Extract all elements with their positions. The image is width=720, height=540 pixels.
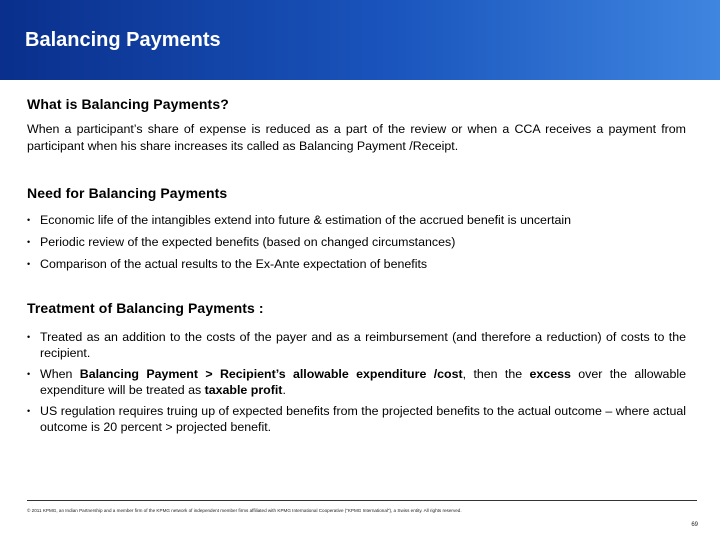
list-item-text: Treated as an addition to the costs of the payer and as a reimbursement (and therefore a reduction) of costs to the recipient. bbox=[40, 330, 686, 360]
section-heading-treatment: Treatment of Balancing Payments : bbox=[27, 300, 264, 316]
section-heading-need: Need for Balancing Payments bbox=[27, 185, 228, 201]
definition-paragraph: When a participant’s share of expense is reduced as a part of the review or when a CCA receives a payment from participant when his share increases its called as Balancing Payment /Receipt. bbox=[27, 122, 686, 153]
list-item-text: When bbox=[40, 367, 80, 381]
bold-condition-text: Balancing Payment > Recipient’s allowable expenditure /cost bbox=[79, 367, 463, 381]
bullet-icon: • bbox=[27, 215, 31, 225]
list-item-text: . bbox=[282, 383, 286, 397]
list-item bbox=[27, 212, 686, 228]
list-item-text: Comparison of the actual results to the Ex-Ante expectation of benefits bbox=[40, 257, 428, 271]
list-item bbox=[27, 403, 686, 435]
footer-divider bbox=[27, 500, 697, 501]
list-item bbox=[27, 234, 686, 250]
list-item-text: US regulation requires truing up of expected benefits from the projected benefits to the actual outcome – where actual outcome is 20 percent > projected benefit. bbox=[40, 404, 686, 434]
header-banner bbox=[0, 0, 720, 80]
bold-excess-text: excess bbox=[529, 367, 571, 381]
bullet-icon: • bbox=[27, 237, 31, 247]
list-item bbox=[27, 329, 686, 361]
treatment-bullet-list bbox=[27, 329, 686, 435]
page-number: 69 bbox=[691, 522, 698, 528]
list-item-text: Periodic review of the expected benefits (based on changed circumstances) bbox=[40, 235, 456, 249]
bullet-icon: • bbox=[27, 406, 31, 416]
bullet-icon: • bbox=[27, 369, 31, 379]
footer-copyright: © 2011 KPMG, an Indian Partnership and a member firm of the KPMG network of independent member firms affiliated with KPMG International Cooperative (“KPMG International”), a Swiss entity. All rights reserved. bbox=[27, 508, 462, 513]
need-bullet-list bbox=[27, 212, 686, 272]
list-item bbox=[27, 256, 686, 272]
bold-taxable-profit-text: taxable profit bbox=[204, 383, 283, 397]
list-item bbox=[27, 366, 686, 398]
bullet-icon: • bbox=[27, 332, 31, 342]
list-item-text: over the allowable expenditure will be treated as bbox=[40, 367, 686, 397]
bullet-icon: • bbox=[27, 259, 31, 269]
list-item-text: Economic life of the intangibles extend into future & estimation of the accrued benefit is uncertain bbox=[40, 213, 572, 227]
list-item-text: , then the bbox=[462, 367, 530, 381]
page-title: Balancing Payments bbox=[25, 29, 221, 51]
section-heading-what-is: What is Balancing Payments? bbox=[27, 96, 229, 112]
